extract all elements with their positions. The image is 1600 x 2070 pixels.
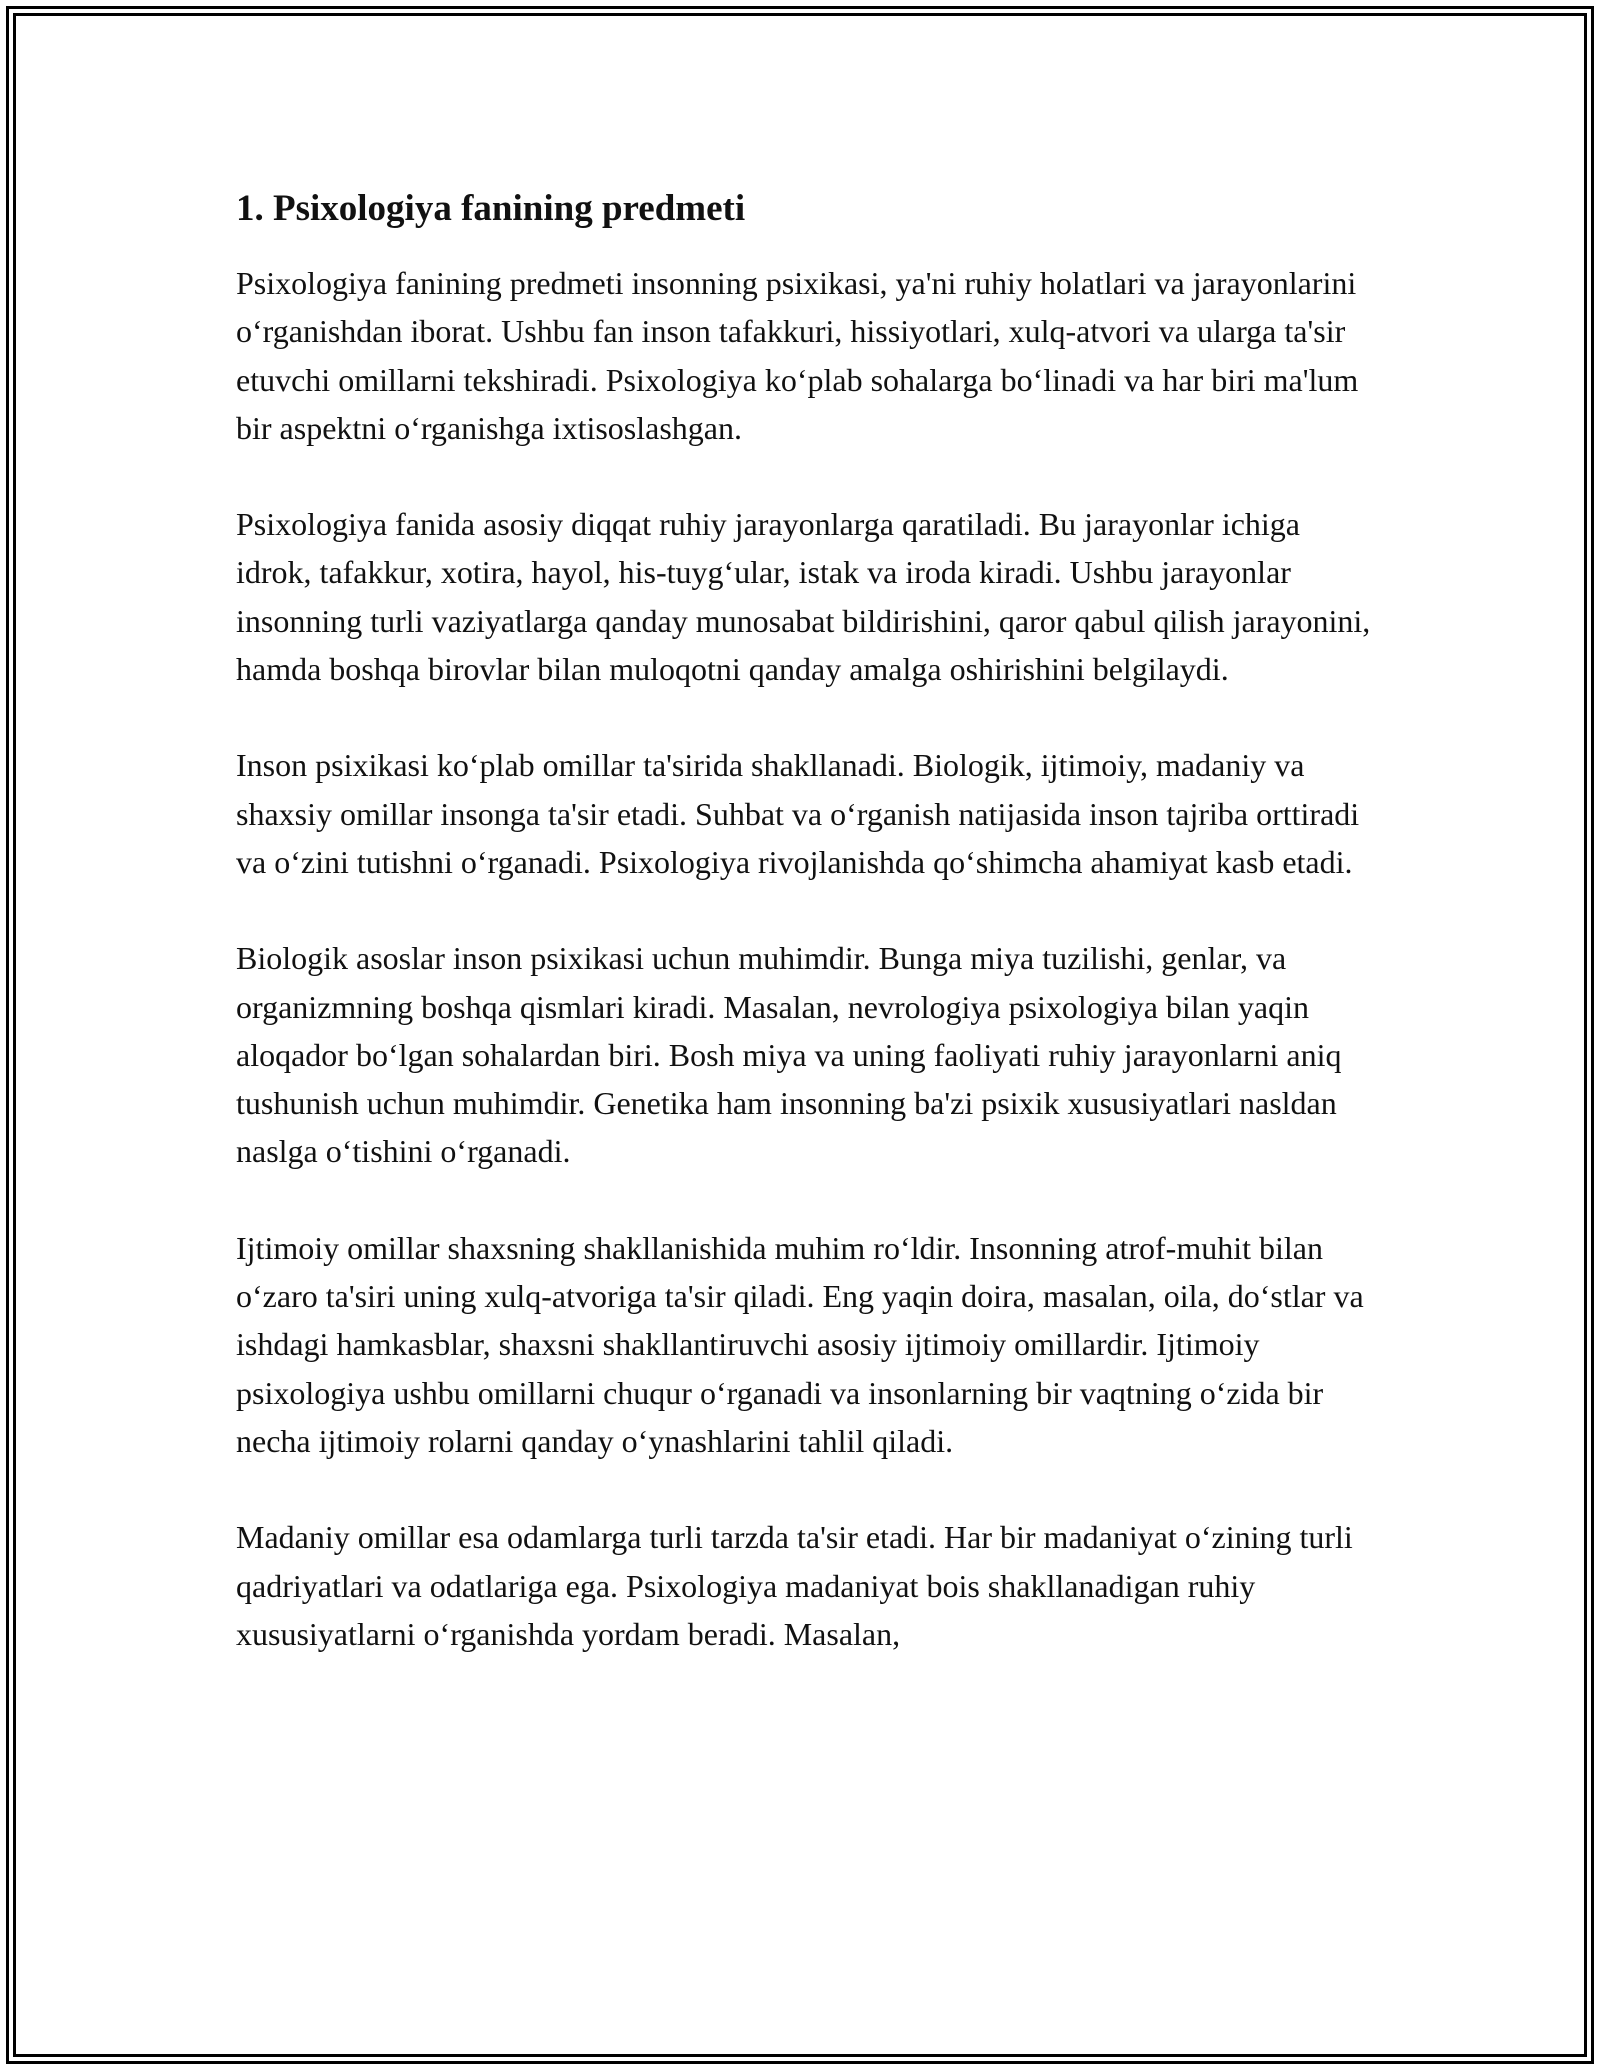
paragraph-2: Psixologiya fanida asosiy diqqat ruhiy jarayonlarga qaratiladi. Bu jarayonlar ichiga idrok, tafakkur, xotira, hayol, his-tuygʻular, istak va iroda kiradi. Ushbu jarayonlar insonning turli vaziyatlarga qanday munosabat bildirishini, qaror qabul qilish jarayonini, hamda boshqa birovlar bilan muloqotni qanday amalga oshirishini belgilaydi.	[236, 506, 1371, 688]
paragraph-5: Ijtimoiy omillar shaxsning shakllanishida muhim roʻldir. Insonning atrof-muhit bilan oʻzaro ta'siri uning xulq-atvoriga ta'sir qiladi. Eng yaqin doira, masalan, oila, doʻstlar va ishdagi hamkasblar, shaxsni shakllantiruvchi asosiy ijtimoiy omillardir. Ijtimoiy psixologiya ushbu omillarni chuqur oʻrganadi va insonlarning bir vaqtning oʻzida bir necha ijtimoiy rolarni qanday oʻynashlarini tahlil qiladi.	[236, 1229, 1364, 1459]
paragraph-4: Biologik asoslar inson psixikasi uchun muhimdir. Bunga miya tuzilishi, genlar, va organizmning boshqa qismlari kiradi. Masalan, nevrologiya psixologiya bilan yaqin aloqador boʻlgan sohalardan biri. Bosh miya va uning faoliyati ruhiy jarayonlarni aniq tushunish uchun muhimdir. Genetika ham insonning ba'zi psixik xususiyatlari nasldan naslga oʻtishini oʻrganadi.	[236, 940, 1342, 1170]
paragraph-1: Psixologiya fanining predmeti insonning psixikasi, ya'ni ruhiy holatlari va jarayonlarini oʻrganishdan iborat. Ushbu fan inson tafakkuri, hissiyotlari, xulq-atvori va ularga ta'sir etuvchi omillarni tekshiradi. Psixologiya koʻplab sohalarga boʻlinadi va har biri ma'lum bir aspektni oʻrganishga ixtisoslashgan.	[236, 265, 1359, 446]
paragraph-6: Madaniy omillar esa odamlarga turli tarzda ta'sir etadi. Har bir madaniyat oʻzining turli qadriyatlari va odatlariga ega. Psixologiya madaniyat bois shakllanadigan ruhiy xususiyatlarni oʻrganishda yordam beradi. Masalan,	[236, 1519, 1353, 1652]
paragraph-3: Inson psixikasi koʻplab omillar ta'sirida shakllanadi. Biologik, ijtimoiy, madaniy va shaxsiy omillar insonga ta'sir etadi. Suhbat va oʻrganish natijasida inson tajriba orttiradi va oʻzini tutishni oʻrganadi. Psixologiya rivojlanishda qoʻshimcha ahamiyat kasb etadi.	[236, 747, 1360, 880]
document-body	[236, 185, 1376, 1706]
section-heading: 1. Psixologiya fanining predmeti	[236, 188, 746, 229]
